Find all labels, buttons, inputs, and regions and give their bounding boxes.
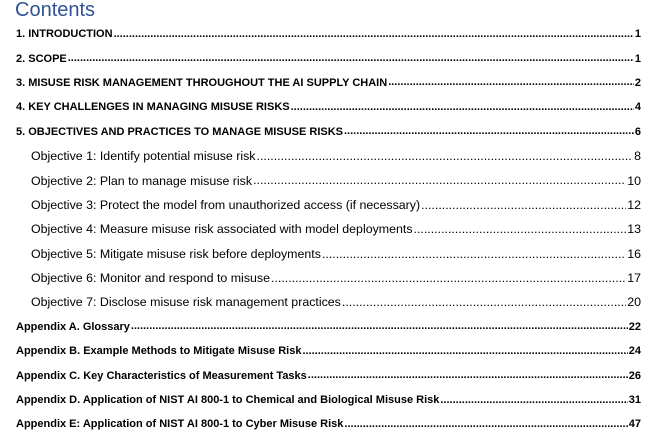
toc-entry-label: Objective 5: Mitigate misuse risk before deployments	[31, 246, 321, 261]
toc-entry-page: 12	[627, 197, 641, 212]
toc-entry-label: 5. OBJECTIVES AND PRACTICES TO MANAGE MISUSE RISKS	[16, 125, 343, 138]
dot-leader	[440, 395, 627, 406]
dot-leader	[322, 248, 626, 260]
dot-leader	[421, 199, 626, 211]
toc-entry-label: Objective 4: Measure misuse risk associated with model deployments	[31, 222, 413, 237]
dot-leader	[271, 272, 626, 284]
toc-entry-label: Objective 6: Monitor and respond to misuse	[31, 271, 270, 286]
dot-leader	[388, 77, 634, 88]
toc-entry-page: 1	[634, 52, 641, 65]
toc-subentry[interactable]	[16, 266, 641, 290]
toc-entry-label: Appendix C. Key Characteristics of Measurement Tasks	[16, 369, 307, 382]
toc-entry[interactable]	[16, 339, 641, 363]
toc-entry[interactable]	[16, 315, 641, 339]
dot-leader	[308, 370, 628, 381]
toc-entry[interactable]	[16, 412, 641, 436]
toc-entry-label: 4. KEY CHALLENGES IN MANAGING MISUSE RISKS	[16, 101, 290, 114]
toc-entry[interactable]	[16, 46, 641, 70]
toc-entry-label: Objective 2: Plan to manage misuse risk	[31, 173, 253, 188]
toc-entry-label: 1. INTRODUCTION	[16, 28, 113, 41]
dot-leader	[68, 53, 634, 64]
dot-leader	[253, 174, 626, 186]
toc-subentry[interactable]	[16, 168, 641, 192]
toc-entry-label: Appendix D. Application of NIST AI 800-1 to Chemical and Biological Misuse Risk	[16, 394, 440, 407]
toc-entry[interactable]	[16, 120, 641, 144]
toc-entry-label: Objective 3: Protect the model from unauthorized access (if necessary)	[31, 197, 421, 212]
dot-leader	[131, 321, 628, 332]
toc-entry-page: 24	[628, 345, 641, 358]
toc-entry-page: 26	[628, 369, 641, 382]
toc-entry-page: 4	[634, 101, 641, 114]
dot-leader	[302, 346, 627, 357]
toc-subentry[interactable]	[16, 290, 641, 314]
toc-entry[interactable]	[16, 22, 641, 46]
dot-leader	[291, 102, 634, 113]
toc-entry[interactable]	[16, 363, 641, 387]
toc-entry-page: 13	[627, 222, 641, 237]
dot-leader	[344, 419, 627, 430]
dot-leader	[414, 223, 627, 235]
toc-entry[interactable]	[16, 71, 641, 95]
toc-subentry[interactable]	[16, 217, 641, 241]
toc-subentry[interactable]	[16, 144, 641, 168]
toc-entry-page: 22	[628, 320, 641, 333]
dot-leader	[114, 29, 634, 40]
toc-subentry[interactable]	[16, 242, 641, 266]
toc-entry-label: Appendix B. Example Methods to Mitigate Misuse Risk	[16, 345, 302, 358]
toc-entry-page: 10	[627, 173, 641, 188]
toc-entry-page: 8	[634, 149, 641, 164]
toc-entry-page: 16	[627, 246, 641, 261]
dot-leader	[257, 150, 634, 162]
dot-leader	[344, 126, 634, 137]
toc-entry[interactable]	[16, 388, 641, 412]
toc-entry-page: 2	[634, 76, 641, 89]
toc-entry-page: 47	[628, 418, 641, 431]
toc-entry-page: 6	[634, 125, 641, 138]
dot-leader	[342, 296, 626, 308]
toc-entry-page: 17	[627, 271, 641, 286]
table-of-contents	[16, 22, 641, 437]
toc-entry[interactable]	[16, 95, 641, 119]
toc-entry-page: 1	[634, 28, 641, 41]
toc-entry-page: 20	[627, 295, 641, 310]
toc-entry-page: 31	[628, 394, 641, 407]
toc-subentry[interactable]	[16, 193, 641, 217]
toc-entry-label: Appendix A. Glossary	[16, 320, 130, 333]
toc-entry-label: Appendix E: Application of NIST AI 800-1 to Cyber Misuse Risk	[16, 418, 344, 431]
toc-entry-label: Objective 7: Disclose misuse risk management practices	[31, 295, 341, 310]
toc-heading: Contents	[15, 0, 96, 21]
toc-entry-label: 3. MISUSE RISK MANAGEMENT THROUGHOUT THE AI SUPPLY CHAIN	[16, 76, 388, 89]
toc-entry-label: Objective 1: Identify potential misuse risk	[31, 149, 256, 164]
toc-entry-label: 2. SCOPE	[16, 52, 67, 65]
